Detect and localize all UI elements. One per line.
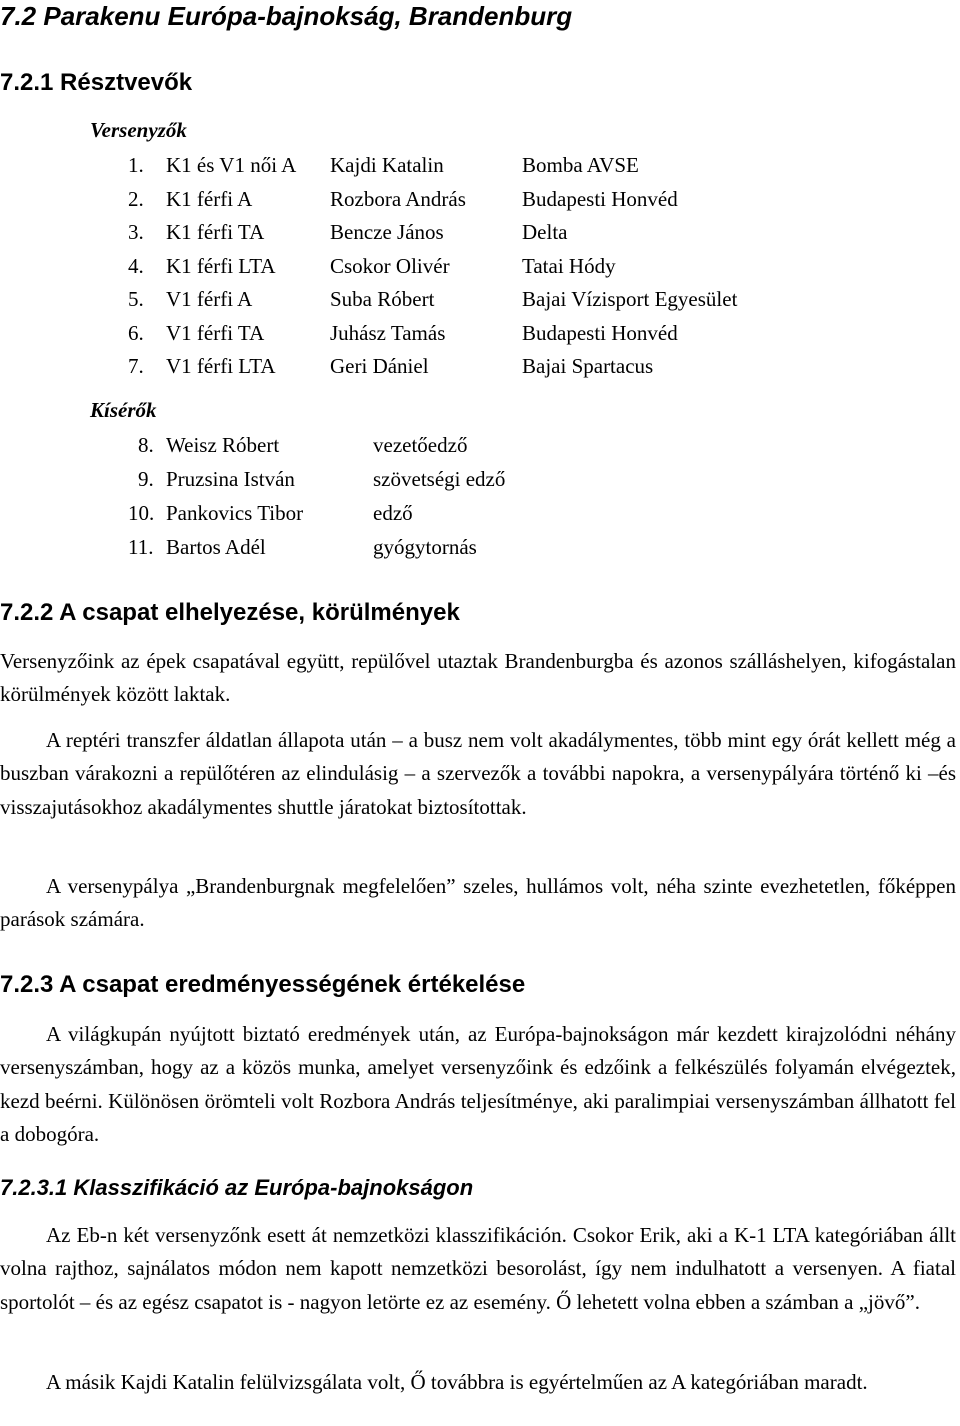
competitor-row: [0, 150, 960, 180]
escort-role: vezetőedző: [373, 433, 468, 457]
competitor-club: Tatai Hódy: [522, 253, 616, 278]
escort-number: 9.: [138, 467, 154, 491]
competitor-category: V1 férfi LTA: [166, 354, 276, 378]
heading-classification: 7.2.3.1 Klasszifikáció az Európa-bajnokságon: [0, 1175, 474, 1200]
competitor-category: K1 férfi A: [166, 186, 253, 211]
competitor-number: 3.: [128, 220, 144, 244]
escort-row: [0, 498, 960, 528]
competitor-name: Juhász Tamás: [330, 320, 446, 345]
heading-participants: 7.2.1 Résztvevők: [0, 69, 193, 96]
competitor-club: Budapesti Honvéd: [522, 320, 678, 345]
competitor-name: Csokor Olivér: [330, 253, 450, 278]
escort-number: 11.: [128, 535, 154, 559]
competitor-name: Kajdi Katalin: [330, 153, 444, 177]
competitor-category: V1 férfi A: [166, 287, 253, 311]
competitor-club: Budapesti Honvéd: [522, 186, 678, 211]
competitor-name: Suba Róbert: [330, 287, 435, 311]
paragraph-transfer: A reptéri transzfer áldatlan állapota után – a busz nem volt akadálymentes, több mint egy órát kellett még a buszban várakozni a repülőtéren az elindulásig – a szervezők a további napokra, a versenypályára történő ki –és visszajutásokhoz akadálymentes shuttle járatokat biztosítottak.: [0, 728, 956, 819]
escort-number: 10.: [128, 501, 155, 525]
paragraph-accommodation: Versenyzőink az épek csapatával együtt, repülővel utaztak Brandenburgba és azonos szálláshelyen, kifogástalan körülmények között laktak.: [0, 649, 956, 707]
competitor-row: [0, 351, 960, 381]
escort-role: szövetségi edző: [373, 467, 506, 491]
escort-name: Weisz Róbert: [166, 433, 280, 457]
escort-role: gyógytornás: [373, 535, 477, 559]
escort-role: edző: [373, 501, 413, 525]
competitor-row: [0, 284, 960, 314]
competitor-club: Bajai Vízisport Egyesület: [522, 287, 738, 311]
competitor-number: 1.: [128, 153, 144, 177]
competitor-number: 4.: [128, 253, 144, 278]
escort-name: Pankovics Tibor: [166, 501, 304, 525]
escort-name: Bartos Adél: [166, 535, 266, 559]
competitor-club: Bomba AVSE: [522, 153, 639, 177]
competitor-row: [0, 318, 960, 348]
escort-name: Pruzsina István: [166, 467, 295, 491]
competitor-category: V1 férfi TA: [166, 320, 265, 345]
competitor-row: [0, 184, 960, 214]
competitor-row: [0, 217, 960, 247]
competitor-row: [0, 251, 960, 281]
competitor-name: Bencze János: [330, 220, 444, 244]
competitors-label: Versenyzők: [90, 118, 187, 142]
competitor-name: Rozbora András: [330, 186, 466, 211]
competitor-club: Delta: [522, 220, 568, 244]
competitor-number: 2.: [128, 186, 144, 211]
heading-placement: 7.2.2 A csapat elhelyezése, körülmények: [0, 599, 460, 626]
paragraph-evaluation: A világkupán nyújtott biztató eredmények után, az Európa-bajnokságon már kezdett kirajzolódni néhány versenyszámban, hogy az a közös munka, amelyet versenyzőink és edzőink a felkészülés folyamán elvégeztek, kezd beérni. Különösen örömteli volt Rozbora András teljesítménye, aki paralimpiai versenyszámban állhatott fel a dobogóra.: [0, 1022, 956, 1147]
paragraph-course: A versenypálya „Brandenburgnak megfelelően” szeles, hullámos volt, néha szinte evezhetetlen, főképpen parások számára.: [0, 874, 956, 932]
competitor-club: Bajai Spartacus: [522, 354, 654, 378]
competitor-category: K1 férfi TA: [166, 220, 265, 244]
escort-row: [0, 464, 960, 494]
paragraph-classification: Az Eb-n két versenyzőnk esett át nemzetközi klasszifikáción. Csokor Erik, aki a K-1 LTA kategóriában állt volna rajthoz, sajnálatos módon nem kapott nemzetközi besorolást, így nem indulhatott a versenyen. A fiatal sportolót – és az egész csapatot is - nagyon letörte ez az esemény. Ő lehetett volna ebben a számban a „jövő”.: [0, 1223, 956, 1314]
competitor-number: 5.: [128, 287, 144, 311]
escorts-label: Kísérők: [90, 398, 157, 422]
competitor-name: Geri Dániel: [330, 354, 429, 378]
escort-row: [0, 532, 960, 562]
competitor-category: K1 és V1 női A: [166, 153, 297, 177]
escort-row: [0, 430, 960, 460]
escort-number: 8.: [138, 433, 154, 457]
page-title: 7.2 Parakenu Európa-bajnokság, Brandenburg: [0, 1, 573, 31]
paragraph-kajdi: A másik Kajdi Katalin felülvizsgálata volt, Ő továbbra is egyértelműen az A kategóriában maradt.: [46, 1370, 868, 1394]
competitor-number: 6.: [128, 320, 144, 345]
competitor-number: 7.: [128, 354, 144, 378]
competitor-category: K1 férfi LTA: [166, 253, 276, 278]
heading-evaluation: 7.2.3 A csapat eredményességének értékelése: [0, 971, 526, 998]
